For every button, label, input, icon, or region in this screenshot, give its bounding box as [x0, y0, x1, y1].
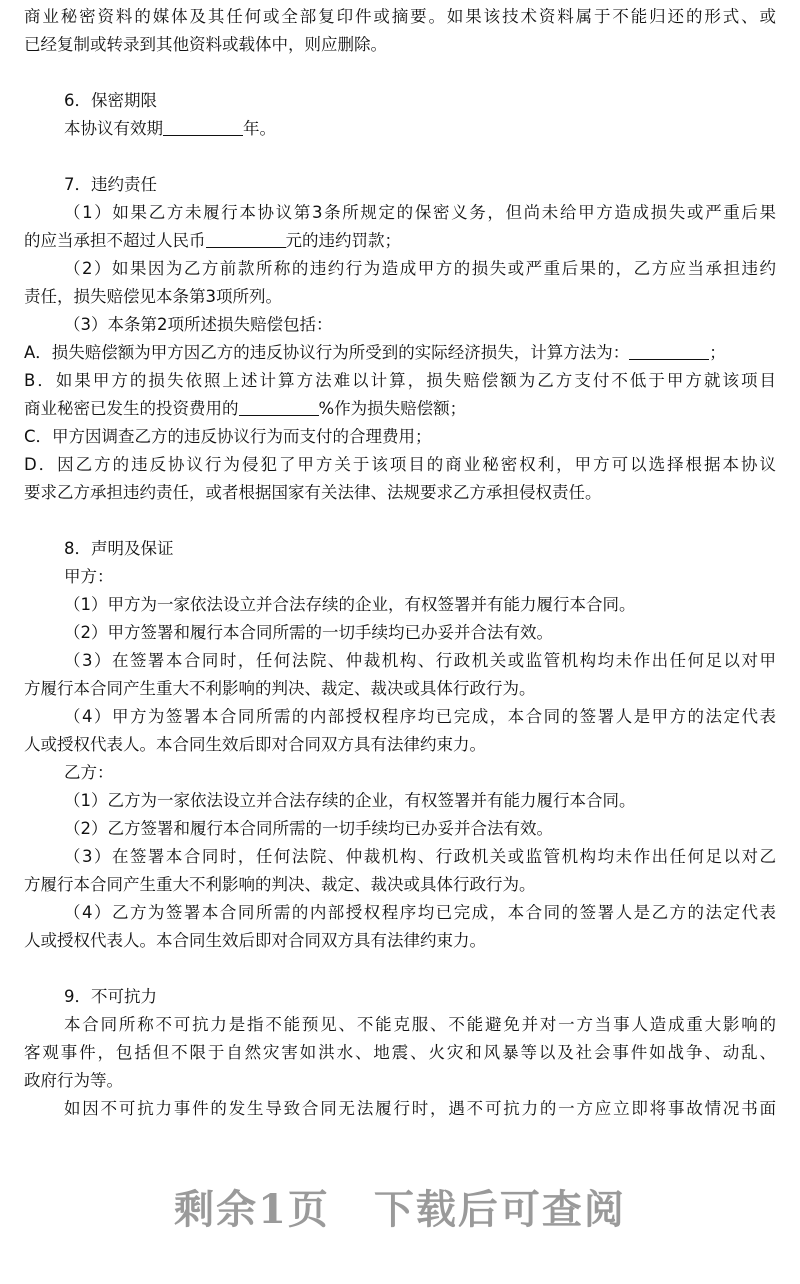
paragraph-line: B．如果甲方的损失依照上述计算方法难以计算，损失赔偿额为乙方支付不低于甲方就该项目	[24, 371, 776, 390]
paragraph-line: D．因乙方的违反协议行为侵犯了甲方关于该项目的商业秘密权利，甲方可以选择根据本协议	[24, 455, 776, 474]
paragraph-line: 人或授权代表人。本合同生效后即对合同双方具有法律约束力。	[24, 735, 486, 754]
paragraph-line: 政府行为等。	[24, 1071, 123, 1090]
paragraph-line: 本合同所称不可抗力是指不能预见、不能克服、不能避免并对一方当事人造成重大影响的	[64, 1015, 776, 1034]
paragraph-line: 责任，损失赔偿见本条第3项所列。	[24, 287, 282, 306]
section-7-title: 7．违约责任	[64, 175, 157, 194]
paragraph-line: 方履行本合同产生重大不利影响的判决、裁定、裁决或具体行政行为。	[24, 875, 536, 894]
section-6-term: 本协议有效期 年。	[64, 119, 276, 138]
paragraph-line: 客观事件，包括但不限于自然灾害如洪水、地震、火灾和风暴等以及社会事件如战争、动乱、	[24, 1043, 776, 1062]
party-a-label: 甲方：	[64, 567, 114, 586]
blank-field	[629, 343, 709, 360]
paragraph-line: （4）甲方为签署本合同所需的内部授权程序均已完成，本合同的签署人是甲方的法定代表	[64, 707, 776, 726]
paragraph-line: 方履行本合同产生重大不利影响的判决、裁定、裁决或具体行政行为。	[24, 679, 536, 698]
section-6-title: 6．保密期限	[64, 91, 157, 110]
paragraph-line: （3）在签署本合同时，任何法院、仲裁机构、行政机关或监管机构均未作出任何足以对甲	[64, 651, 776, 670]
blank-field	[163, 119, 243, 136]
paragraph-line: （3）本条第2项所述损失赔偿包括：	[64, 315, 333, 334]
blank-field	[206, 231, 286, 248]
paragraph-line: （1）甲方为一家依法设立并合法存续的企业，有权签署并有能力履行本合同。	[64, 595, 636, 614]
paragraph-line: （2）如果因为乙方前款所称的违约行为造成甲方的损失或严重后果的，乙方应当承担违约	[64, 259, 776, 278]
party-b-label: 乙方：	[64, 763, 114, 782]
paragraph-line: 要求乙方承担违约责任，或者根据国家有关法律、法规要求乙方承担侵权责任。	[24, 483, 602, 502]
blank-field	[239, 399, 319, 416]
section-8-title: 8．声明及保证	[64, 539, 174, 558]
paragraph-line: 已经复制或转录到其他资料或载体中，则应删除。	[24, 35, 387, 54]
paragraph-line: A．损失赔偿额为甲方因乙方的违反协议行为所受到的实际经济损失，计算方法为： ；	[24, 343, 726, 362]
section-9-title: 9．不可抗力	[64, 987, 157, 1006]
paragraph-line: （2）乙方签署和履行本合同所需的一切手续均已办妥并合法有效。	[64, 819, 553, 838]
paragraph-line: （3）在签署本合同时，任何法院、仲裁机构、行政机关或监管机构均未作出任何足以对乙	[64, 847, 776, 866]
paragraph-line: 如因不可抗力事件的发生导致合同无法履行时，遇不可抗力的一方应立即将事故情况书面	[64, 1099, 776, 1118]
paragraph-line: （4）乙方为签署本合同所需的内部授权程序均已完成，本合同的签署人是乙方的法定代表	[64, 903, 776, 922]
remaining-pages-label: 剩余1页	[174, 1186, 330, 1233]
paragraph-line: C．甲方因调查乙方的违反协议行为而支付的合理费用；	[24, 427, 432, 446]
paragraph-line: 人或授权代表人。本合同生效后即对合同双方具有法律约束力。	[24, 931, 486, 950]
remaining-pages-banner[interactable]	[0, 1178, 800, 1235]
paragraph-line: （1）如果乙方未履行本协议第3条所规定的保密义务，但尚未给甲方造成损失或严重后果	[64, 203, 776, 222]
paragraph-line: 商业秘密资料的媒体及其任何或全部复印件或摘要。如果该技术资料属于不能归还的形式、或	[24, 7, 776, 26]
download-to-view-label: 下载后可查阅	[373, 1186, 626, 1233]
paragraph-line: （2）甲方签署和履行本合同所需的一切手续均已办妥并合法有效。	[64, 623, 553, 642]
paragraph-line: 商业秘密已发生的投资费用的 %作为损失赔偿额；	[24, 399, 467, 418]
paragraph-line: 的应当承担不超过人民币 元的违约罚款；	[24, 231, 401, 250]
paragraph-line: （1）乙方为一家依法设立并合法存续的企业，有权签署并有能力履行本合同。	[64, 791, 636, 810]
